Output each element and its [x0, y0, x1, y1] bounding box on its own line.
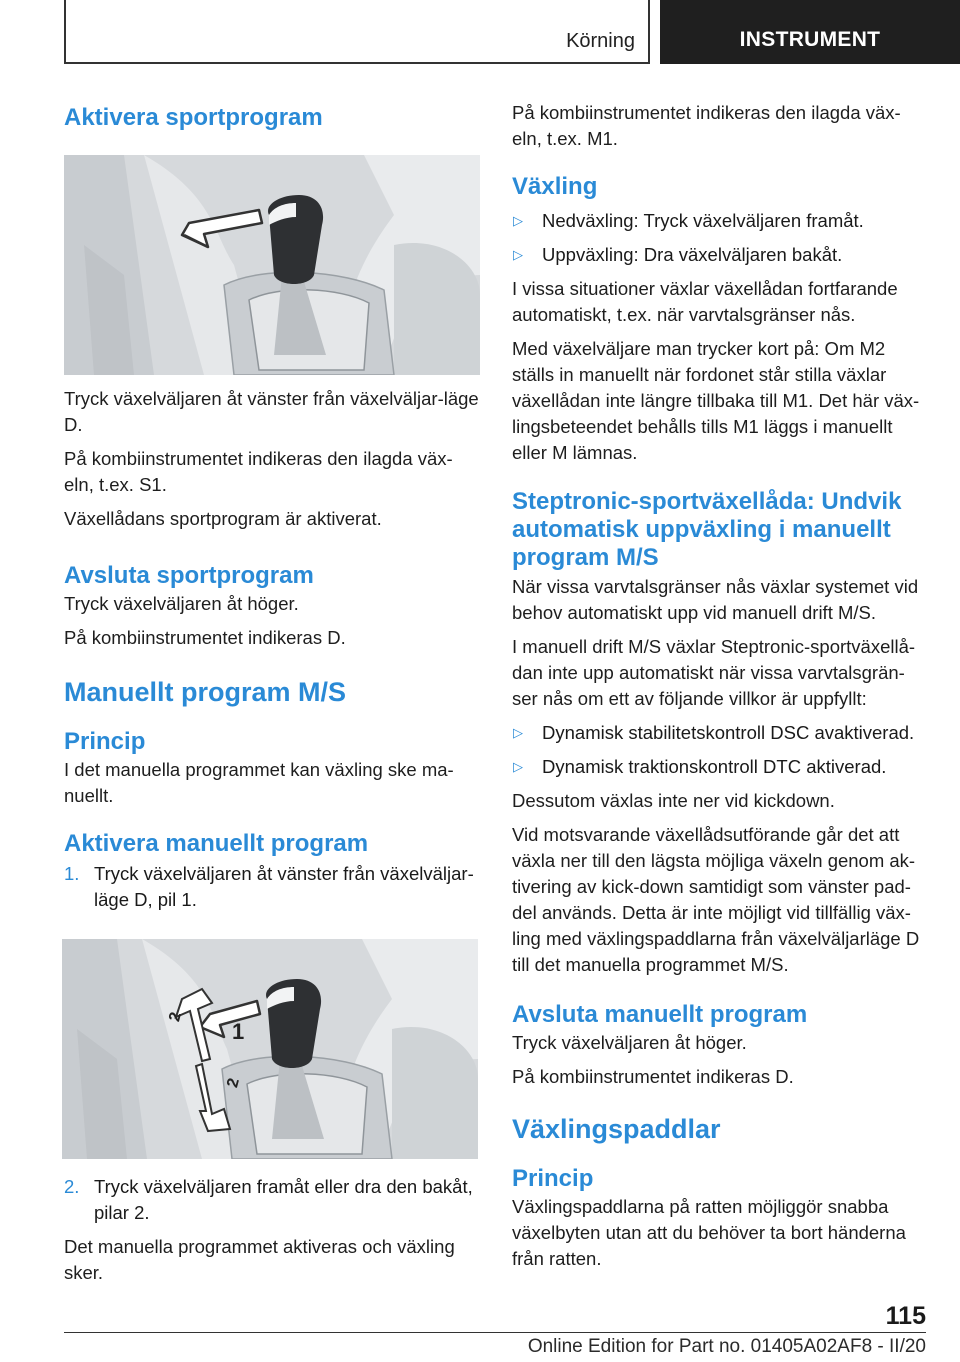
bullet-text: Uppväxling: Dra växelväljaren bakåt. — [542, 244, 843, 265]
heading-aktivera-sportprogram: Aktivera sportprogram — [64, 104, 323, 131]
figure-gear-selector-manual — [62, 939, 478, 1159]
arrow-label-1: 1 — [232, 1019, 245, 1044]
heading-princip: Princip — [64, 728, 146, 755]
footer-rule — [64, 1332, 926, 1333]
heading-vaxlingspaddlar: Växlingspaddlar — [512, 1114, 721, 1144]
bullet-text: Dynamisk traktionskontroll DTC aktiverad. — [542, 756, 887, 777]
bullet-item — [512, 242, 926, 268]
gear-selector-illustration — [64, 155, 480, 375]
paragraph: När vissa varvtalsgränser nås växlar systemet vid behov automatiskt upp vid manuell drift M/S. — [512, 576, 919, 623]
step-2 — [64, 1174, 480, 1226]
paragraph: På kombiinstrumentet indikeras den ilagda väx-eln, t.ex. M1. — [512, 102, 901, 149]
heading-avsluta-manuellt-program: Avsluta manuellt program — [512, 1001, 808, 1028]
paragraph: Vid motsvarande växellådsutförande går det att växla ner till den lägsta möjliga växeln genom ak-tivering av kick-down samtidigt som vänster pad-del används. Detta är inte möjligt vid tillfällig väx-ling med växlingspaddlarna från växelväljarläge D till det manuella programmet M/S. — [512, 824, 920, 975]
paragraph: På kombiinstrumentet indikeras den ilagda väx-eln, t.ex. S1. — [64, 448, 453, 495]
bullet-text: Nedväxling: Tryck växelväljaren framåt. — [542, 210, 864, 231]
header-left-rule — [64, 0, 66, 64]
paragraph: I manuell drift M/S växlar Steptronic-sportväxellå-dan inte upp automatiskt när vissa varvtalsgrän-ser nås om ett av följande villkor är uppfyllt: — [512, 636, 916, 709]
paragraph: Växlingspaddlarna på ratten möjliggör snabba växelbyten utan att du behöver ta bort händerna från ratten. — [512, 1196, 906, 1269]
arrow-label-2-top: 2 — [166, 1010, 185, 1024]
bullet-item — [512, 208, 926, 234]
heading-steptronic: Steptronic-sportväxellåda: Undvik automatisk uppväxling i manuellt program M/S — [512, 488, 902, 571]
step-1 — [64, 861, 480, 913]
page-number: 115 — [885, 1302, 926, 1330]
bullet-text: Dynamisk stabilitetskontroll DSC avaktiverad. — [542, 722, 915, 743]
paragraph: I vissa situationer växlar växellådan fortfarande automatiskt, t.ex. när varvtalsgränser nås. — [512, 278, 898, 325]
figure-gear-selector-sport — [64, 155, 480, 375]
heading-avsluta-sportprogram: Avsluta sportprogram — [64, 562, 314, 589]
paragraph: Tryck växelväljaren åt vänster från växelväljar-läge D. — [64, 388, 479, 435]
footer-edition: Online Edition for Part no. 01405A02AF8 - II/20 — [527, 1336, 926, 1357]
bullet-item — [512, 754, 926, 780]
bullet-item — [512, 720, 926, 746]
triangle-bullet-icon: ▷ — [513, 725, 523, 740]
triangle-bullet-icon: ▷ — [513, 213, 523, 228]
step-text: Tryck växelväljaren åt vänster från växelväljar-läge D, pil 1. — [94, 863, 474, 910]
paragraph: På kombiinstrumentet indikeras D. — [64, 627, 346, 648]
paragraph: Dessutom växlas inte ner vid kickdown. — [512, 790, 835, 811]
paragraph: Med växelväljare man trycker kort på: Om M2 ställs in manuellt när fordonet står stilla växlar växellådan inte längre tillbaka till M1. Det här väx-lingsbeteendet behålls tills M1 läggs i manuellt eller M lämnas. — [512, 338, 920, 463]
arrow-label-2-bottom: 2 — [224, 1076, 243, 1090]
paragraph: I det manuella programmet kan växling ske ma-nuellt. — [64, 759, 454, 806]
step-number: 1. — [64, 863, 80, 884]
heading-vaxling: Växling — [512, 173, 598, 200]
heading-aktivera-manuellt-program: Aktivera manuellt program — [64, 830, 369, 857]
paragraph: På kombiinstrumentet indikeras D. — [512, 1066, 794, 1087]
triangle-bullet-icon: ▷ — [513, 247, 523, 262]
step-number: 2. — [64, 1176, 80, 1197]
triangle-bullet-icon: ▷ — [513, 759, 523, 774]
left-column — [64, 96, 480, 1286]
heading-manuellt-program: Manuellt program M/S — [64, 677, 347, 707]
paragraph: Växellådans sportprogram är aktiverat. — [64, 508, 382, 529]
header-section-label: Körning — [566, 30, 635, 52]
step-text: Tryck växelväljaren framåt eller dra den bakåt, pilar 2. — [94, 1176, 473, 1223]
header-tab-instrument[interactable]: INSTRUMENT — [660, 0, 960, 64]
heading-princip-paddlar: Princip — [512, 1165, 594, 1192]
right-column — [512, 96, 926, 1272]
gear-selector-manual-illustration — [62, 939, 478, 1159]
paragraph: Tryck växelväljaren åt höger. — [64, 593, 299, 614]
header-bottom-rule — [64, 62, 650, 64]
paragraph: Tryck växelväljaren åt höger. — [512, 1032, 747, 1053]
header-mid-rule — [648, 0, 650, 64]
paragraph: Det manuella programmet aktiveras och växling sker. — [64, 1236, 455, 1283]
